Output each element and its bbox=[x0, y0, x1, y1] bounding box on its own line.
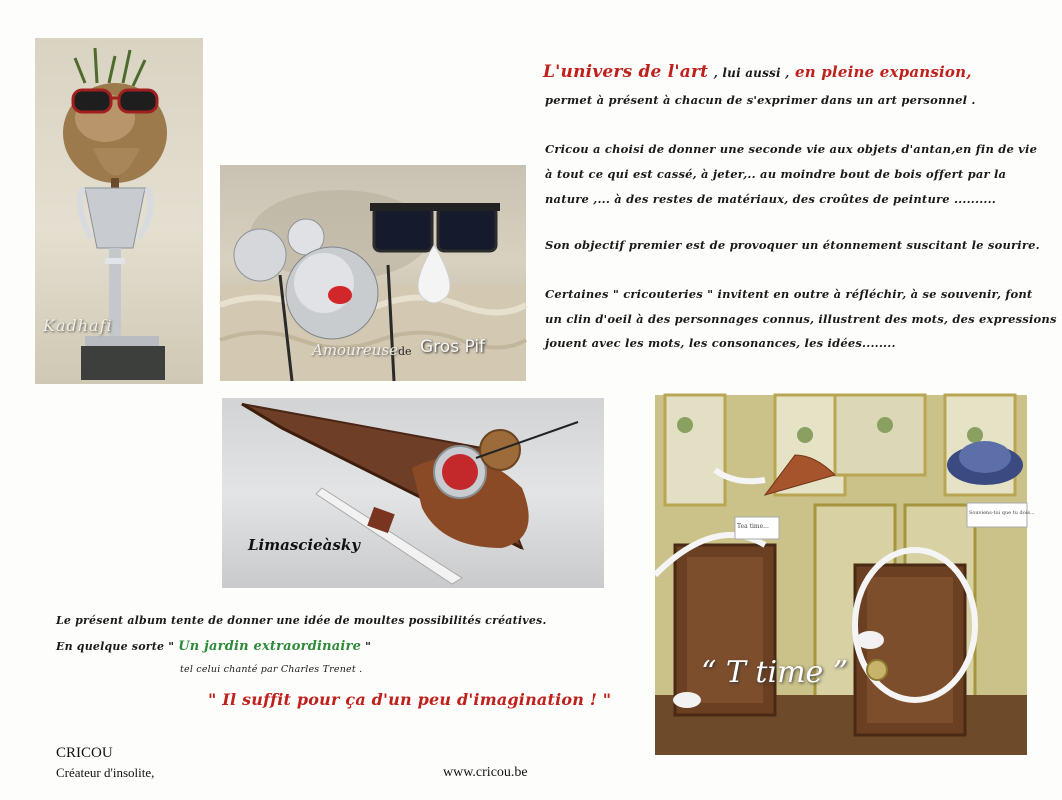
bottom-line-3: tel celui chanté par Charles Trenet . bbox=[180, 664, 363, 675]
photo-t-time bbox=[655, 395, 1035, 755]
footer-url[interactable]: www.cricou.be bbox=[443, 765, 528, 780]
footer-name: CRICOU bbox=[56, 745, 113, 761]
intro-red-a: L'univers de l'art bbox=[543, 62, 709, 82]
caption-t-time: “ T time ” bbox=[701, 655, 849, 690]
intro-line-2: permet à présent à chacun de s'exprimer dans un art personnel . bbox=[545, 93, 976, 107]
bottom-line-4: " Il suffit pour ça d'un peu d'imagination ! " bbox=[208, 690, 612, 709]
photo-limasc bbox=[222, 398, 604, 588]
para1-line-1: Cricou a choisi de donner une seconde vie aux objets d'antan,en fin de vie bbox=[545, 142, 1038, 156]
caption-amoureuse: Amoureuse bbox=[312, 341, 399, 359]
bottom-line-2 bbox=[56, 639, 371, 654]
caption-de: de bbox=[398, 345, 412, 358]
jardin-extraordinaire: Un jardin extraordinaire bbox=[178, 639, 362, 654]
bottom-line-1: Le présent album tente de donner une idée de moultes possibilités créatives. bbox=[56, 614, 547, 627]
card-right-text: Souviens-toi que tu dois... bbox=[969, 510, 1035, 516]
bottom-line-2-a: En quelque sorte " bbox=[56, 640, 175, 653]
caption-gros-pif: Gros Pif bbox=[420, 337, 486, 357]
photo-amoureuse bbox=[220, 165, 526, 381]
para1-line-3: nature ,... à des restes de matériaux, des croûtes de peinture .......... bbox=[545, 192, 997, 206]
intro-line-1 bbox=[543, 62, 972, 82]
caption-kadhafi: Kadhafi bbox=[43, 316, 113, 335]
footer-role: Créateur d'insolite, bbox=[56, 765, 155, 780]
intro-mid: , lui aussi , bbox=[713, 66, 790, 80]
para3-line-2: un clin d'oeil à des personnages connus, illustrent des mots, des expressions bbox=[545, 312, 1057, 326]
para3-line-3: jouent avec les mots, les consonances, les idées........ bbox=[545, 336, 896, 350]
photo-kadhafi bbox=[35, 38, 203, 384]
para1-line-2: à tout ce qui est cassé, à jeter,.. au moindre bout de bois offert par la bbox=[545, 167, 1007, 181]
intro-red-b: en pleine expansion, bbox=[794, 63, 972, 81]
caption-limasc: Limascieàsky bbox=[248, 536, 360, 554]
card-left-text: Tea time... bbox=[737, 523, 769, 530]
para2-line: Son objectif premier est de provoquer un étonnement suscitant le sourire. bbox=[545, 238, 1040, 252]
limasc-sculpture-image bbox=[222, 398, 604, 588]
t-time-installation-image bbox=[655, 395, 1027, 755]
bottom-line-2-b: " bbox=[365, 640, 372, 653]
para3-line-1: Certaines " cricouteries " invitent en outre à réfléchir, à se souvenir, font bbox=[545, 287, 1033, 301]
